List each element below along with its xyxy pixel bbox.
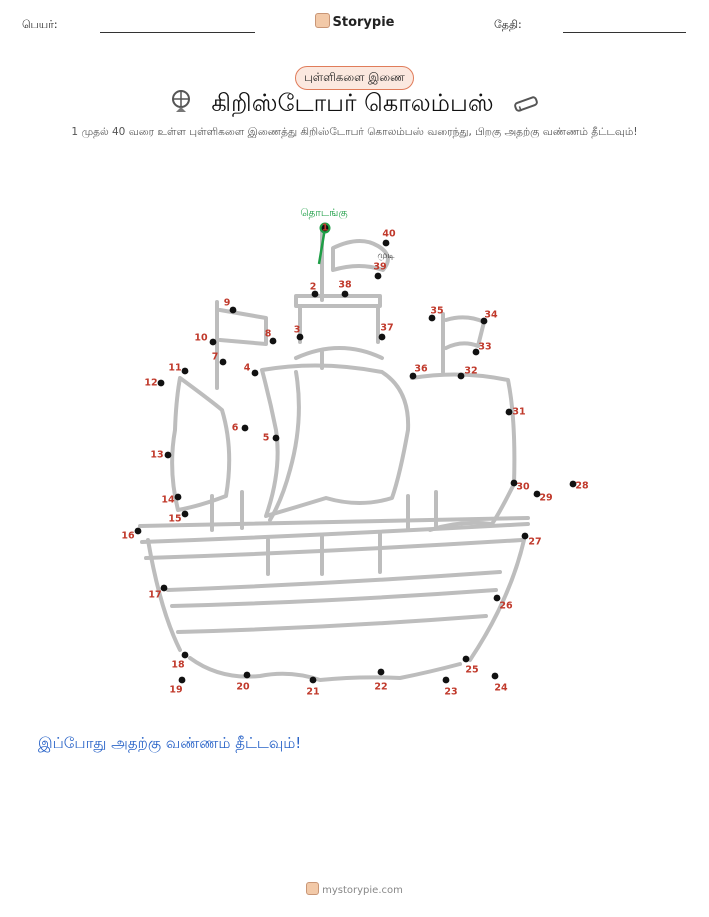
dot-38[interactable] <box>342 291 349 298</box>
start-label: தொடங்கு <box>300 207 348 219</box>
dot-number-22: 22 <box>374 681 388 693</box>
dot-24[interactable] <box>492 673 499 680</box>
dot-number-39: 39 <box>373 261 387 273</box>
dot-number-40: 40 <box>382 228 396 240</box>
dot-6[interactable] <box>242 425 249 432</box>
dot-number-23: 23 <box>444 686 458 698</box>
dot-7[interactable] <box>220 359 227 366</box>
coloring-note: இப்போது அதற்கு வண்ணம் தீட்டவும்! <box>38 734 302 752</box>
dot-21[interactable] <box>310 677 317 684</box>
activity-badge: புள்ளிகளை இணை <box>295 66 414 90</box>
dot-number-30: 30 <box>516 481 530 493</box>
dot-32[interactable] <box>458 373 465 380</box>
dot-27[interactable] <box>522 533 529 540</box>
dot-number-18: 18 <box>171 659 185 671</box>
dot-number-9: 9 <box>223 297 231 309</box>
dot-number-36: 36 <box>414 363 428 375</box>
dot-18[interactable] <box>182 652 189 659</box>
dot-15[interactable] <box>182 511 189 518</box>
dot-number-2: 2 <box>309 281 317 293</box>
name-label: பெயர்: <box>22 18 58 31</box>
dot-23[interactable] <box>443 677 450 684</box>
dot-number-29: 29 <box>539 492 553 504</box>
dot-number-34: 34 <box>484 309 498 321</box>
dot-number-3: 3 <box>293 324 301 336</box>
dot-5[interactable] <box>273 435 280 442</box>
dot-11[interactable] <box>182 368 189 375</box>
dot-number-8: 8 <box>264 328 272 340</box>
dot-10[interactable] <box>210 339 217 346</box>
dot-number-28: 28 <box>575 480 589 492</box>
instructions: 1 முதல் 40 வரை உள்ள புள்ளிகளை இணைத்து கிறிஸ்டோபர் கொலம்பஸ் வரைந்து, பிறகு அதற்கு வண்ணம் தீட்டவும்! <box>71 126 638 138</box>
dot-39[interactable] <box>375 273 382 280</box>
dot-number-5: 5 <box>262 432 270 444</box>
footer-logo-icon <box>306 882 319 895</box>
dot-number-19: 19 <box>169 684 183 696</box>
dot-number-20: 20 <box>236 681 250 693</box>
dot-number-16: 16 <box>121 530 135 542</box>
dot-number-7: 7 <box>211 351 219 363</box>
dot-9[interactable] <box>230 307 237 314</box>
dot-number-15: 15 <box>168 513 182 525</box>
dot-37[interactable] <box>379 334 386 341</box>
dot-number-24: 24 <box>494 682 508 694</box>
dot-number-31: 31 <box>512 406 526 418</box>
dot-13[interactable] <box>165 452 172 459</box>
dot-14[interactable] <box>175 494 182 501</box>
dot-16[interactable] <box>135 528 142 535</box>
dot-25[interactable] <box>463 656 470 663</box>
dot-number-27: 27 <box>528 536 542 548</box>
dot-number-38: 38 <box>338 279 352 291</box>
dot-number-26: 26 <box>499 600 513 612</box>
dot-number-11: 11 <box>168 362 182 374</box>
dot-number-25: 25 <box>465 664 479 676</box>
dot-number-4: 4 <box>243 362 251 374</box>
dot-number-21: 21 <box>306 686 320 698</box>
dot-number-12: 12 <box>144 377 158 389</box>
dot-number-35: 35 <box>430 305 444 317</box>
dot-number-33: 33 <box>478 341 492 353</box>
dot-31[interactable] <box>506 409 513 416</box>
date-label: தேதி: <box>494 18 522 31</box>
dot-40[interactable] <box>383 240 390 247</box>
dot-number-14: 14 <box>161 494 175 506</box>
end-label: முடி <box>377 251 395 261</box>
dot-19[interactable] <box>179 677 186 684</box>
footer-url: mystorypie.com <box>322 885 403 896</box>
dot-number-32: 32 <box>464 365 478 377</box>
brand-name: Storypie <box>332 15 395 30</box>
dot-number-6: 6 <box>231 422 239 434</box>
dot-number-10: 10 <box>194 332 208 344</box>
title-text: கிறிஸ்டோபர் கொலம்பஸ் <box>211 89 494 117</box>
dot-number-13: 13 <box>150 449 164 461</box>
footer <box>0 882 709 896</box>
dot-20[interactable] <box>244 672 251 679</box>
dot-12[interactable] <box>158 380 165 387</box>
dot-number-1: 1 <box>321 222 329 234</box>
dot-number-17: 17 <box>148 589 162 601</box>
dot-4[interactable] <box>252 370 259 377</box>
dot-22[interactable] <box>378 669 385 676</box>
dot-number-37: 37 <box>380 322 394 334</box>
ship-outline <box>140 228 528 680</box>
